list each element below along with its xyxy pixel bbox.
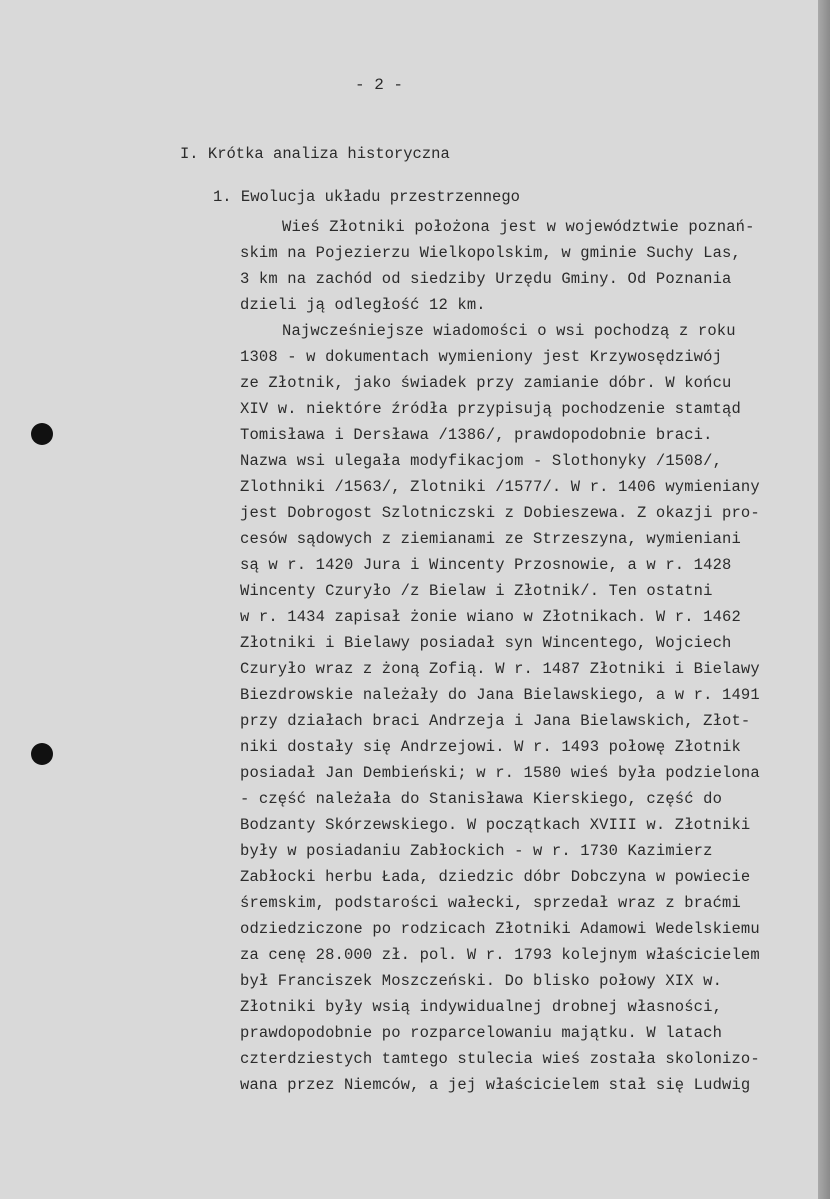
text-line: Czuryło wraz z żoną Zofią. W r. 1487 Złotniki i Bielawy — [240, 660, 760, 678]
text-line: Złotniki i Bielawy posiadał syn Wincentego, Wojciech — [240, 634, 732, 652]
text-line: w r. 1434 zapisał żonie wiano w Złotnikach. W r. 1462 — [240, 608, 741, 626]
text-line: odziedziczone po rodzicach Złotniki Adamowi Wedelskiemu — [240, 920, 760, 938]
text-line: są w r. 1420 Jura i Wincenty Przosnowie, a w r. 1428 — [240, 556, 732, 574]
text-line: był Franciszek Moszczeński. Do blisko połowy XIX w. — [240, 972, 723, 990]
page-number: - 2 - — [355, 76, 404, 94]
text-line: Zlothniki /1563/, Zlotniki /1577/. W r. 1406 wymieniany — [240, 478, 760, 496]
subsection-heading: 1. Ewolucja układu przestrzennego — [213, 188, 520, 206]
text-line: 3 km na zachód od siedziby Urzędu Gminy. Od Poznania — [240, 270, 732, 288]
text-line: jest Dobrogost Szlotniczski z Dobieszewa. Z okazji pro- — [240, 504, 760, 522]
text-line: Najwcześniejsze wiadomości o wsi pochodzą z roku — [282, 322, 736, 340]
text-line: cesów sądowych z ziemianami ze Strzeszyna, wymieniani — [240, 530, 741, 548]
text-line: śremskim, podstarości wałecki, sprzedał wraz z braćmi — [240, 894, 741, 912]
text-line: Biezdrowskie należały do Jana Bielawskiego, a w r. 1491 — [240, 686, 760, 704]
punch-hole — [31, 743, 53, 765]
text-line: przy działach braci Andrzeja i Jana Bielawskich, Złot- — [240, 712, 751, 730]
text-line: Wieś Złotniki położona jest w województwie poznań- — [282, 218, 755, 236]
text-line: posiadał Jan Dembieński; w r. 1580 wieś była podzielona — [240, 764, 760, 782]
text-line: ze Złotnik, jako świadek przy zamianie dóbr. W końcu — [240, 374, 732, 392]
text-line: dzieli ją odległość 12 km. — [240, 296, 486, 314]
text-line: skim na Pojezierzu Wielkopolskim, w gminie Suchy Las, — [240, 244, 741, 262]
text-line: XIV w. niektóre źródła przypisują pochodzenie stamtąd — [240, 400, 741, 418]
text-line: Bodzanty Skórzewskiego. W początkach XVIII w. Złotniki — [240, 816, 751, 834]
text-line: - część należała do Stanisława Kierskiego, część do — [240, 790, 723, 808]
text-line: Wincenty Czuryło /z Bielaw i Złotnik/. Ten ostatni — [240, 582, 713, 600]
text-line: niki dostały się Andrzejowi. W r. 1493 połowę Złotnik — [240, 738, 741, 756]
text-line: Zabłocki herbu Łada, dziedzic dóbr Dobczyna w powiecie — [240, 868, 751, 886]
text-line: były w posiadaniu Zabłockich - w r. 1730 Kazimierz — [240, 842, 713, 860]
text-line: za cenę 28.000 zł. pol. W r. 1793 kolejnym właścicielem — [240, 946, 760, 964]
text-line: Złotniki były wsią indywidualnej drobnej własności, — [240, 998, 723, 1016]
text-line: Tomisława i Dersława /1386/, prawdopodobnie braci. — [240, 426, 713, 444]
section-heading: I. Krótka analiza historyczna — [180, 145, 450, 163]
text-line: czterdziestych tamtego stulecia wieś została skolonizo- — [240, 1050, 760, 1068]
text-line: prawdopodobnie po rozparcelowaniu majątku. W latach — [240, 1024, 723, 1042]
text-line: 1308 - w dokumentach wymieniony jest Krzywosędziwój — [240, 348, 723, 366]
text-line: Nazwa wsi ulegała modyfikacjom - Slothonyky /1508/, — [240, 452, 723, 470]
page-edge-shadow — [818, 0, 830, 1199]
punch-hole — [31, 423, 53, 445]
text-line: wana przez Niemców, a jej właścicielem stał się Ludwig — [240, 1076, 751, 1094]
